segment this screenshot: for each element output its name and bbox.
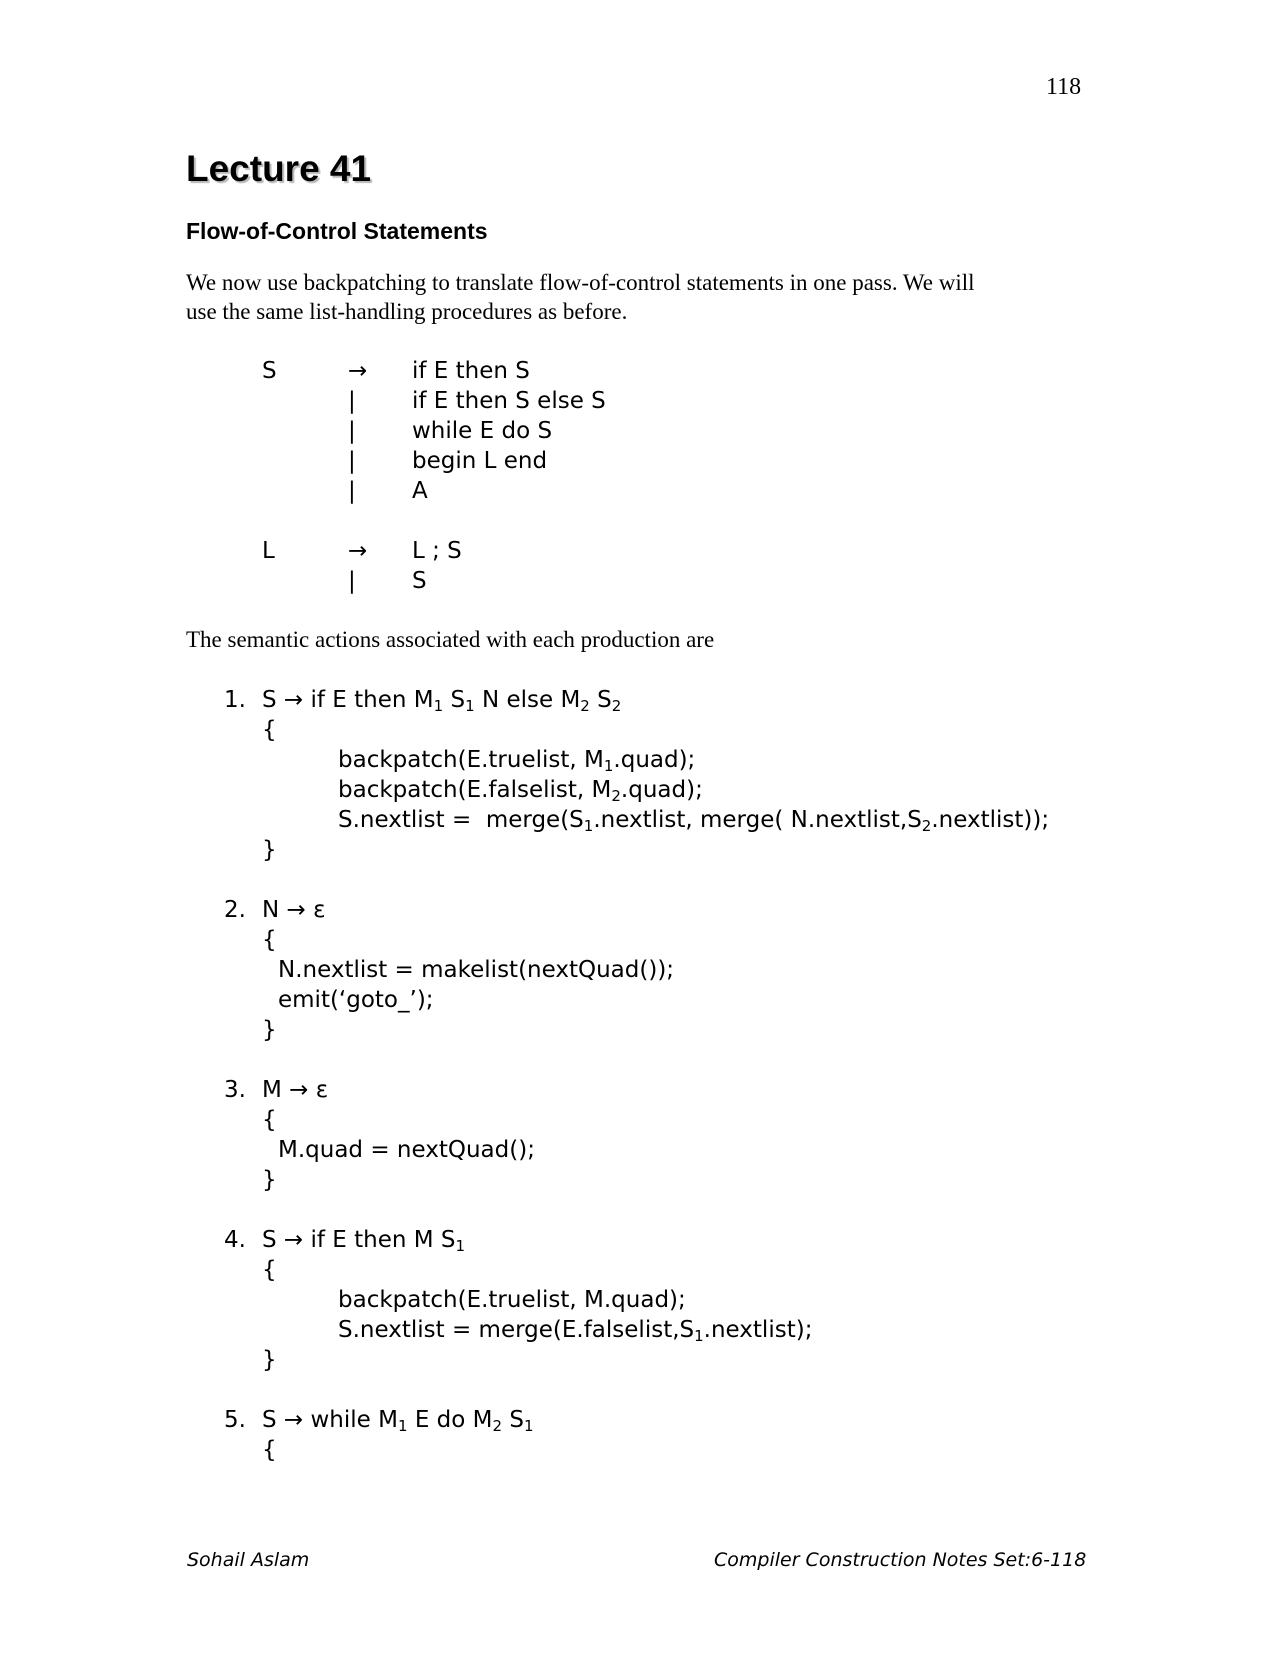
close-brace: } xyxy=(262,1017,277,1043)
intro-line-1: We now use backpatching to translate flow-of-control statements in one pass. We will xyxy=(186,270,975,295)
grammar-arrow: → xyxy=(348,358,368,384)
grammar-s-alt-4: begin L end xyxy=(412,448,548,474)
semantic-intro: The semantic actions associated with each production are xyxy=(186,627,715,652)
open-brace: { xyxy=(262,717,277,743)
grammar-bar: | xyxy=(348,478,356,504)
list-number: 5. xyxy=(224,1407,246,1433)
grammar-bar: | xyxy=(348,448,356,474)
list-number: 3. xyxy=(224,1077,246,1103)
action-line: backpatch(E.falselist, $M_2.quad$); xyxy=(338,777,703,805)
grammar-l-alt-2: S xyxy=(412,568,427,594)
list-number: 2. xyxy=(224,897,246,923)
intro-line-2: use the same list-handling procedures as before. xyxy=(186,299,628,324)
action-line: emit(‘goto_’); xyxy=(278,987,434,1013)
grammar-bar: | xyxy=(348,418,356,444)
open-brace: { xyxy=(262,1257,277,1283)
list-number: 4. xyxy=(224,1227,246,1253)
grammar-bar: | xyxy=(348,568,356,594)
production-head: S → if E then $M_1$ $S_1$ N else $M_2$ $S_2$ xyxy=(262,687,622,715)
page-number: 118 xyxy=(1046,74,1082,100)
open-brace: { xyxy=(262,1107,277,1133)
close-brace: } xyxy=(262,1347,277,1373)
production-head: N → ε xyxy=(262,897,326,923)
grammar-s-lhs: S xyxy=(262,358,277,384)
open-brace: { xyxy=(262,1437,277,1463)
grammar-l-alt-1: L ; S xyxy=(412,538,462,564)
production-head: S → if E then M $S_1$ xyxy=(262,1227,466,1255)
grammar-arrow: → xyxy=(348,538,368,564)
footer-notes-ref: Compiler Construction Notes Set:6-118 xyxy=(714,1549,1087,1571)
grammar-l-lhs: L xyxy=(262,538,275,564)
grammar-s-alt-3: while E do S xyxy=(412,418,553,444)
open-brace: { xyxy=(262,927,277,953)
lecture-title: Lecture 41 xyxy=(186,148,372,189)
grammar-s-alt-2: if E then S else S xyxy=(412,388,606,414)
action-line: backpatch(E.truelist, $M_1.quad$); xyxy=(338,747,696,775)
action-line: S.nextlist = $merge(E.falselist,S_1.nextlist)$; xyxy=(338,1317,813,1345)
grammar-s-alt-1: if E then S xyxy=(412,358,530,384)
production-head: M → ε xyxy=(262,1077,329,1103)
action-line: backpatch(E.truelist, M.quad); xyxy=(338,1287,686,1313)
grammar-bar: | xyxy=(348,388,356,414)
production-head: S → while $M_1$ E do $M_2$ $S_1$ xyxy=(262,1407,534,1435)
footer-author: Sohail Aslam xyxy=(187,1549,310,1571)
section-title: Flow-of-Control Statements xyxy=(186,218,488,244)
action-line: M.quad = nextQuad(); xyxy=(278,1137,535,1163)
close-brace: } xyxy=(262,837,277,863)
close-brace: } xyxy=(262,1167,277,1193)
grammar-s-alt-5: A xyxy=(412,478,428,504)
list-number: 1. xyxy=(224,687,246,713)
action-line: S.nextlist = $merge(S_1.nextlist$, merge( $N.nextlist,S_2.nextlist$)); xyxy=(338,807,1050,835)
action-line: N.nextlist = makelist(nextQuad()); xyxy=(278,957,675,983)
